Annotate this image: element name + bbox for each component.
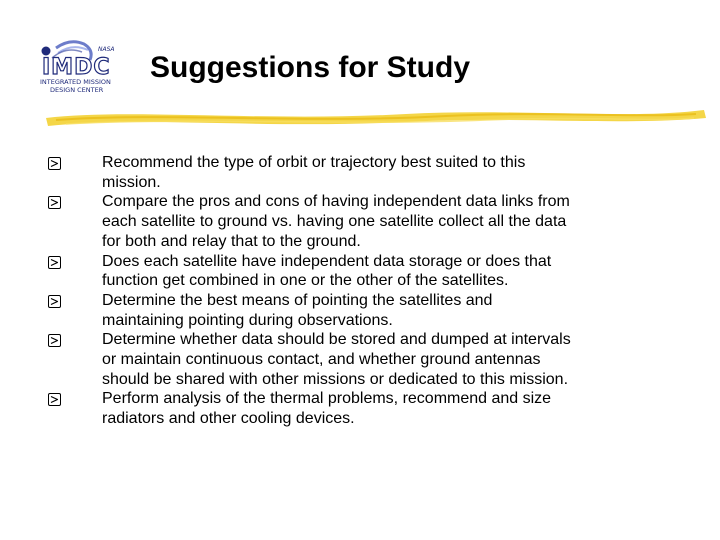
bullet-item xyxy=(48,389,688,428)
bullet-text-line: Does each satellite have independent data storage or does that xyxy=(102,252,552,270)
bullet-item xyxy=(48,291,688,330)
imdc-logo xyxy=(36,38,136,94)
bullet-text-line: Recommend the type of orbit or trajectory best suited to this xyxy=(102,154,526,171)
pointing-hand-icon xyxy=(48,256,61,269)
pointing-hand-icon xyxy=(48,196,61,209)
bullet-text-line: Perform analysis of the thermal problems, recommend and size xyxy=(102,390,552,408)
bullet-text-line: maintaining pointing during observations. xyxy=(102,311,393,329)
bullet-item xyxy=(48,252,688,291)
logo-nasa-text: NASA xyxy=(98,46,115,53)
bullet-text-line: each satellite to ground vs. having one satellite collect all the data xyxy=(102,213,567,231)
logo-mark-text: IMDC xyxy=(42,55,111,80)
bullet-text-line: or maintain continuous contact, and whether ground antennas xyxy=(102,351,541,369)
title-brush-stroke xyxy=(46,104,706,130)
pointing-hand-icon xyxy=(48,295,61,308)
bullet-text-line: radiators and other cooling devices. xyxy=(102,410,355,428)
bullet-text-line: mission. xyxy=(102,173,161,191)
bullet-text-line: for both and relay that to the ground. xyxy=(102,232,361,250)
pointing-hand-icon xyxy=(48,157,61,170)
logo-subtitle-line1: INTEGRATED MISSION xyxy=(40,78,111,86)
bullet-text-line: function get combined in one or the other of the satellites. xyxy=(102,272,509,290)
pointing-hand-icon xyxy=(48,393,61,406)
bullet-text-line: Determine the best means of pointing the satellites and xyxy=(102,291,493,309)
bullet-list xyxy=(48,153,688,429)
bullet-text-line: should be shared with other missions or dedicated to this mission. xyxy=(102,370,569,388)
bullet-text-line: Determine whether data should be stored and dumped at intervals xyxy=(102,331,571,349)
bullet-item xyxy=(48,330,688,389)
bullet-item xyxy=(48,192,688,251)
bullet-item xyxy=(48,153,688,192)
slide-title: Suggestions for Study xyxy=(150,51,471,84)
logo-subtitle-line2: DESIGN CENTER xyxy=(50,86,104,94)
bullet-text-line: Compare the pros and cons of having independent data links from xyxy=(102,193,570,211)
pointing-hand-icon xyxy=(48,334,61,347)
